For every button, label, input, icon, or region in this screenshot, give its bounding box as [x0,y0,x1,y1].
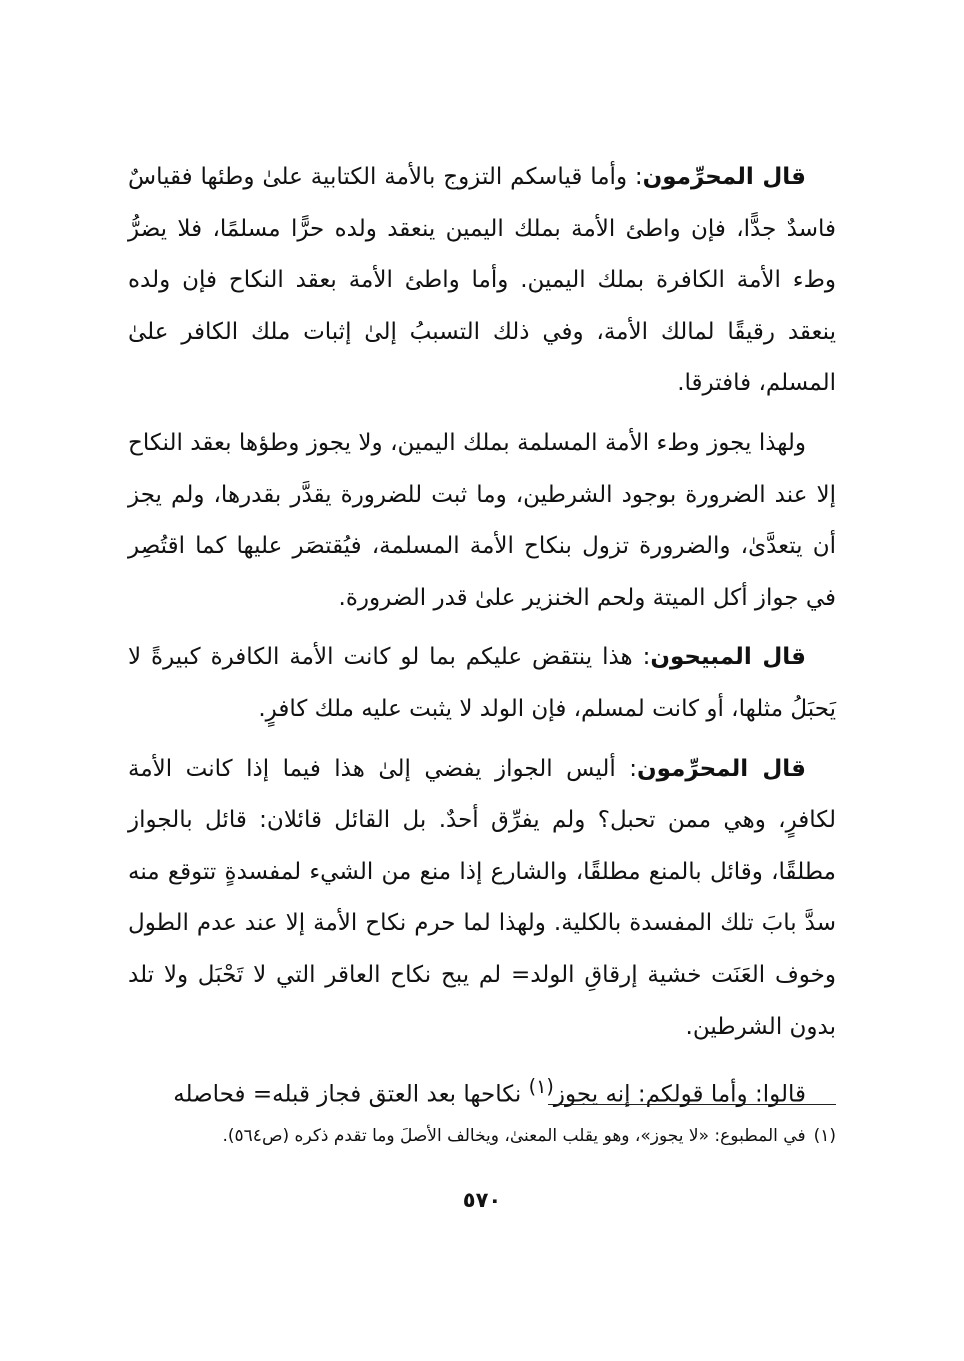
paragraph-4 [128,744,836,1054]
paragraph-text: : وأما قياسكم التزوج بالأمة الكتابية علىٰ وطئها فقياسٌ فاسدٌ جدًّا، فإن واطئ الأمة بملك اليمين ينعقد ولده حرًّا مسلمًا، فلا يضرُّ وطء الأمة الكافرة بملك اليمين. وأما واطئ الأمة بعقد النكاح فإن ولده ينعقد رقيقًا لمالك الأمة، وفي ذلك التسببُ إلىٰ إثبات ملك الكافر علىٰ المسلم، فافترقا. [128,164,836,397]
paragraph-text: نكاحها بعد العتق فجاز قبله= فحاصله [173,1081,529,1108]
main-text [128,152,836,1121]
footnote-divider [548,1104,836,1105]
footnote [128,1122,836,1150]
paragraph-text: : أليس الجواز يفضي إلىٰ هذا فيما إذا كانت الأمة لكافرٍ، وهي ممن تحبل؟ ولم يفرِّق أحدٌ. بل القائل قائلان: قائل بالجواز مطلقًا، وقائل بالمنع مطلقًا، والشارع إذا منع من الشيء لمفسدةٍ تتوقع منه سدَّ بابَ تلك المفسدة بالكلية. ولهذا لما حرم نكاح الأمة إلا عند عدم الطول وخوف العَنَت خشية إرقاقِ الولد= لم يبح نكاح العاقر التي لا تَحْبَل ولا تلد بدون الشرطين. [128,755,836,1040]
footnote-text: في المطبوع: «لا يجوز»، وهو يقلب المعنىٰ، ويخالف الأصلَ وما تقدم ذكره (ص٥٦٤). [222,1126,806,1146]
speaker-label: قال المحرِّمون [642,164,806,190]
paragraph-3 [128,632,836,735]
speaker-label: قال المبيحون [650,644,806,671]
footnote-number: (١) [813,1126,836,1146]
paragraph-1 [128,152,836,410]
paragraph-5 [128,1061,836,1121]
footnote-reference[interactable]: (١) [528,1075,554,1099]
page-number: ٥٧٠ [462,1188,502,1212]
paragraph-text: ولهذا يجوز وطء الأمة المسلمة بملك اليمين، ولا يجوز وطؤها بعقد النكاح إلا عند الضرورة بوجود الشرطين، وما ثبت للضرورة يقدَّر بقدرها، ولم يجز أن يتعدَّىٰ، والضرورة تزول بنكاح الأمة المسلمة، فيُقتصَر عليها كما اقتُصِر في جواز أكل الميتة ولحم الخنزير علىٰ قدر الضرورة. [128,429,836,611]
paragraph-text: قالوا: وأما قولكم: إنه يجوز [553,1081,806,1108]
paragraph-text: : هذا ينتقض عليكم بما لو كانت الأمة الكافرة كبيرةً لا يَحبَلُ مثلها، أو كانت لمسلم، فإن الولد لا يثبت عليه ملك كافرٍ. [128,644,836,722]
paragraph-2 [128,418,836,624]
speaker-label: قال المحرِّمون [637,755,806,782]
